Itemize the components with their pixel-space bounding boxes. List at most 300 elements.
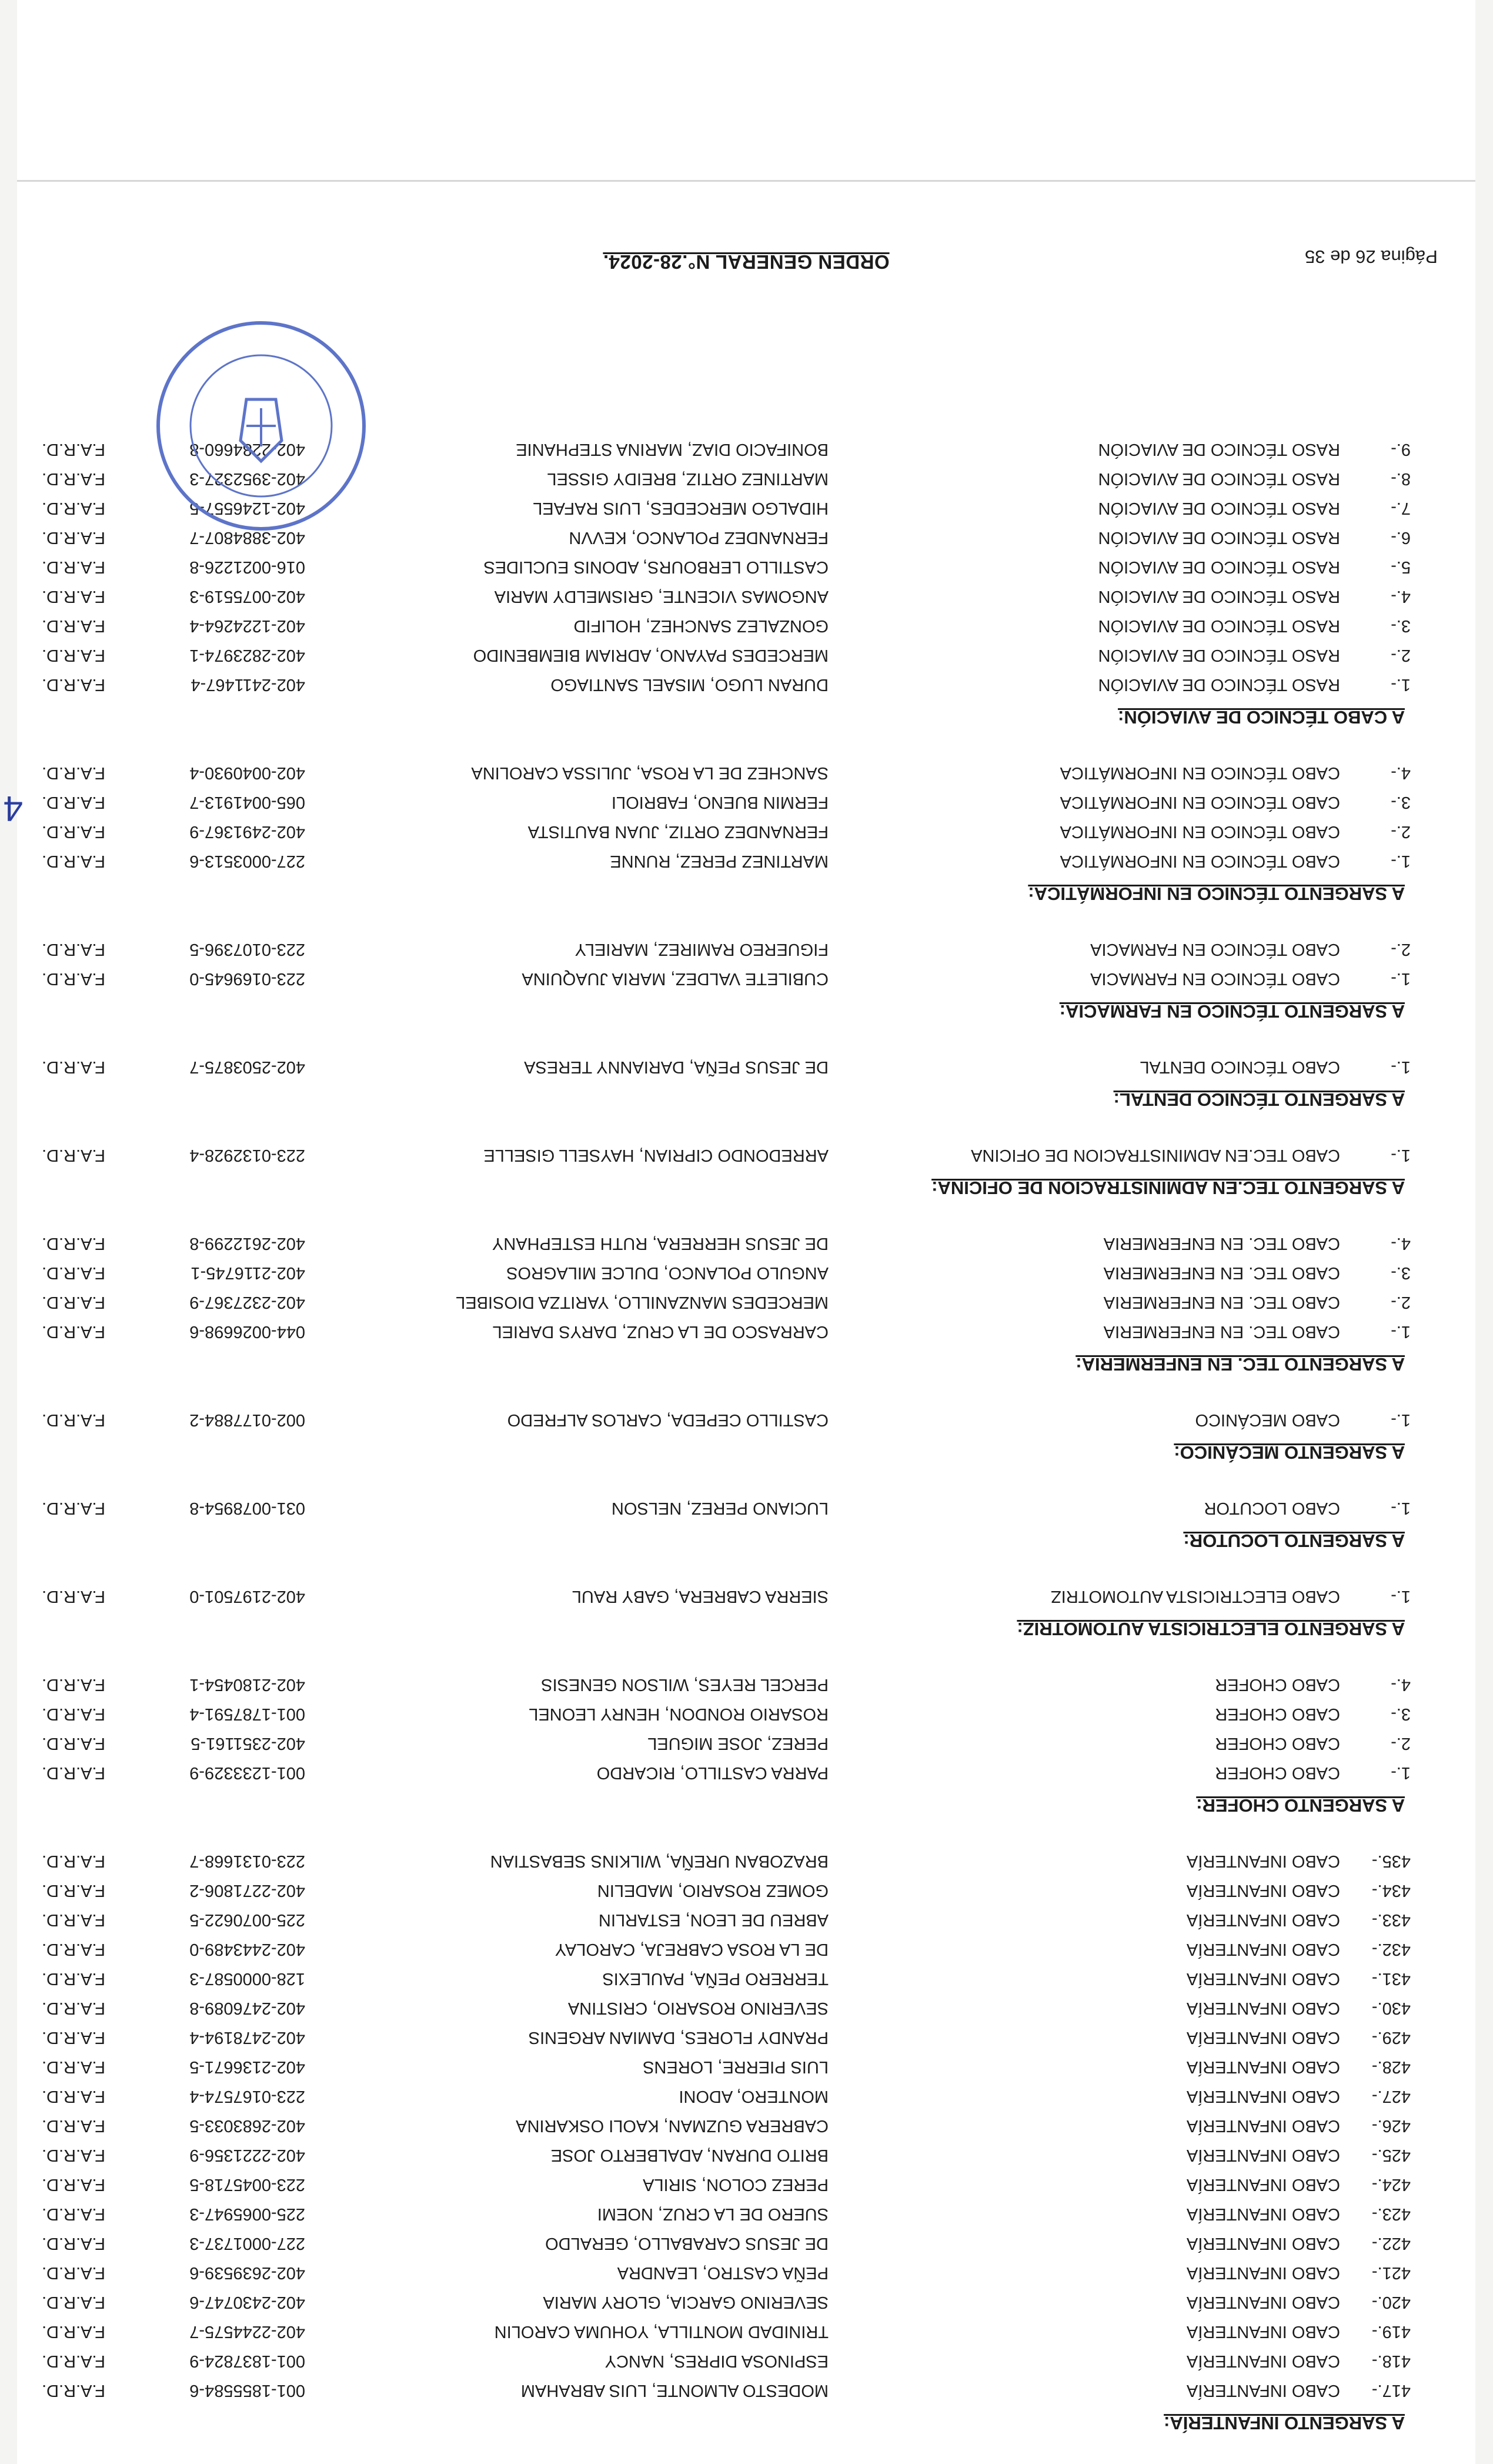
row-number: 1.-	[1391, 969, 1411, 988]
organization: F.A.R.D.	[42, 558, 105, 576]
row-number: 428.-	[1371, 2058, 1411, 2076]
section-heading: A SARGENTO TÉCNICO EN FARMACIA:	[1059, 1001, 1405, 1022]
section-heading: A SARGENTO CHOFER:	[1196, 1795, 1405, 1816]
section-gap	[17, 1646, 1475, 1670]
id-number: 402-2116745-1	[191, 1263, 305, 1282]
id-number: 227-0003513-6	[189, 852, 305, 871]
current-rank: CABO TÉCNICO EN INFORMÁTICA	[1060, 763, 1340, 782]
row-number: 2.-	[1391, 940, 1411, 959]
organization: F.A.R.D.	[42, 2263, 105, 2282]
person-name: DE LA ROSA CABREJA, CAROLAY	[555, 1940, 829, 1959]
current-rank: CABO INFANTERÍA	[1186, 2263, 1340, 2282]
row-number: 1.-	[1391, 852, 1411, 871]
section-heading: A CABO TÉCNICO DE AVIACIÓN:	[1118, 707, 1405, 728]
person-name: PEREZ, JOSE MIGUEL	[647, 1734, 829, 1753]
row-number: 1.-	[1391, 1411, 1411, 1429]
row-number: 418.-	[1371, 2352, 1411, 2370]
id-number: 001-1837824-9	[189, 2352, 305, 2370]
id-number: 402-2683033-5	[189, 2116, 305, 2135]
section-gap	[17, 1382, 1475, 1405]
promotion-row	[17, 1699, 1475, 1729]
row-number: 2.-	[1391, 822, 1411, 841]
person-name: HIDALGO MERCEDES, LUIS RAFAEL	[533, 499, 829, 518]
person-name: BRAZOBAN UREÑA, WILKINS SEBASTIAN	[490, 1852, 829, 1870]
organization: F.A.R.D.	[42, 2352, 105, 2370]
organization: F.A.R.D.	[42, 1411, 105, 1429]
id-number: 402-0075519-3	[189, 587, 305, 606]
id-number: 402-2327367-9	[189, 1293, 305, 1312]
person-name: MARTINEZ PEREZ, RUNNE	[610, 852, 829, 871]
organization: F.A.R.D.	[42, 675, 105, 694]
organization: F.A.R.D.	[42, 646, 105, 665]
promotion-row	[17, 670, 1475, 699]
promotion-row	[17, 788, 1475, 817]
current-rank: CABO INFANTERÍA	[1186, 1969, 1340, 1988]
current-rank: RASO TÉCNICO DE AVIACIÓN	[1098, 528, 1340, 547]
promotion-row	[17, 1229, 1475, 1258]
section-gap	[17, 1823, 1475, 1846]
organization: F.A.R.D.	[42, 469, 105, 488]
current-rank: CABO INFANTERÍA	[1186, 1999, 1340, 2018]
promotion-row	[17, 2052, 1475, 2082]
person-name: TERRERO PEÑA, PAULEXIS	[602, 1969, 829, 1988]
official-stamp-icon	[152, 317, 370, 535]
section-gap	[17, 1029, 1475, 1052]
organization: F.A.R.D.	[42, 1499, 105, 1518]
id-number: 402-2244575-7	[189, 2322, 305, 2341]
promotion-row	[17, 2346, 1475, 2376]
organization: F.A.R.D.	[42, 1999, 105, 2018]
person-name: MARTINEZ ORTIZ, BREIDY GISSEL	[547, 469, 829, 488]
promotion-row	[17, 1405, 1475, 1435]
id-number: 402-2430747-6	[189, 2293, 305, 2312]
organization: F.A.R.D.	[42, 1322, 105, 1341]
id-number: 402-2271806-2	[189, 1881, 305, 1900]
promotion-row	[17, 758, 1475, 788]
id-number: 225-0065947-3	[189, 2205, 305, 2223]
current-rank: CABO TEC. EN ENFERMERIA	[1103, 1234, 1340, 1253]
id-number: 402-2443489-0	[189, 1940, 305, 1959]
current-rank: CABO TÉCNICO EN INFORMÁTICA	[1060, 793, 1340, 812]
id-number: 223-0107396-5	[189, 940, 305, 959]
promotion-row	[17, 582, 1475, 611]
person-name: CARRASCO DE LA CRUZ, DARYS DARIEL	[492, 1322, 829, 1341]
current-rank: CABO LOCUTOR	[1204, 1499, 1340, 1518]
organization: F.A.R.D.	[42, 969, 105, 988]
row-number: 3.-	[1391, 793, 1411, 812]
document-sheet	[3, 0, 1475, 2464]
row-number: 7.-	[1391, 499, 1411, 518]
organization: F.A.R.D.	[42, 2116, 105, 2135]
organization: F.A.R.D.	[42, 1146, 105, 1165]
section-heading: A SARGENTO ELECTRICISTA AUTOMOTRIZ:	[1017, 1619, 1405, 1639]
person-name: PARRA CASTILLO, RICARDO	[596, 1763, 829, 1782]
current-rank: CABO TÉCNICO DENTAL	[1140, 1058, 1340, 1076]
person-name: ARREDONDO CIPRIAN, HAYSELL GISELLE	[483, 1146, 829, 1165]
promotion-row	[17, 1729, 1475, 1758]
promotion-row	[17, 2082, 1475, 2111]
section-heading: A SARGENTO MECÁNICO:	[1174, 1442, 1405, 1463]
promotion-row	[17, 1964, 1475, 1993]
organization: F.A.R.D.	[42, 1234, 105, 1253]
scan-divider-line	[17, 180, 1475, 182]
person-name: TRINIDAD MONTILLA, YOHUMA CAROLIN	[494, 2322, 829, 2341]
current-rank: RASO TÉCNICO DE AVIACIÓN	[1098, 469, 1340, 488]
page-number: Página 26 de 35	[1305, 246, 1438, 267]
section-heading: A SARGENTO LOCUTOR:	[1183, 1531, 1405, 1551]
current-rank: CABO INFANTERÍA	[1186, 2146, 1340, 2165]
promotion-row	[17, 611, 1475, 641]
id-number: 402-1246557-5	[189, 499, 305, 518]
current-rank: CABO TEC. EN ENFERMERIA	[1103, 1322, 1340, 1341]
organization: F.A.R.D.	[42, 2028, 105, 2047]
current-rank: CABO TÉCNICO EN FARMACIA	[1090, 940, 1340, 959]
id-number: 402-0040930-4	[189, 763, 305, 782]
organization: F.A.R.D.	[42, 763, 105, 782]
row-number: 430.-	[1371, 1999, 1411, 2018]
current-rank: CABO TEC. EN ENFERMERIA	[1103, 1263, 1340, 1282]
row-number: 5.-	[1391, 558, 1411, 576]
person-name: FERMIN BUENO, FABRIOLI	[612, 793, 829, 812]
id-number: 402-2476089-8	[189, 1999, 305, 2018]
person-name: LUIS PIERRE, LORENS	[643, 2058, 829, 2076]
promotion-row	[17, 2229, 1475, 2258]
person-name: DE JESUS PEÑA, DARIANNY TERESA	[524, 1058, 829, 1076]
person-name: CABRERA GUZMAN, KAOLI OSKARINA	[516, 2116, 829, 2135]
row-number: 9.-	[1391, 440, 1411, 459]
current-rank: CABO TEC.EN ADMINISTRACION DE OFICINA	[971, 1146, 1340, 1165]
promotion-row	[17, 2199, 1475, 2229]
person-name: BRITO DURAN, ADALBERTO JOSE	[550, 2146, 829, 2165]
id-number: 128-0000587-3	[189, 1969, 305, 1988]
promotion-row	[17, 1935, 1475, 1964]
row-number: 434.-	[1371, 1881, 1411, 1900]
row-number: 427.-	[1371, 2087, 1411, 2106]
promotion-row	[17, 2140, 1475, 2170]
current-rank: CABO CHOFER	[1215, 1705, 1340, 1723]
section-heading: A SARGENTO INFANTERÍA:	[1164, 2413, 1405, 2433]
organization: F.A.R.D.	[42, 2293, 105, 2312]
organization: F.A.R.D.	[42, 2058, 105, 2076]
id-number: 402-2503875-7	[189, 1058, 305, 1076]
id-number: 402-2478194-4	[189, 2028, 305, 2047]
organization: F.A.R.D.	[42, 1881, 105, 1900]
id-number: 002-0177884-2	[189, 1411, 305, 1429]
row-number: 3.-	[1391, 1263, 1411, 1282]
promotion-row	[17, 1846, 1475, 1876]
section-gap	[17, 1117, 1475, 1141]
current-rank: CABO CHOFER	[1215, 1675, 1340, 1694]
organization: F.A.R.D.	[42, 1705, 105, 1723]
id-number: 044-0026698-6	[189, 1322, 305, 1341]
current-rank: CABO INFANTERÍA	[1186, 1852, 1340, 1870]
promotion-row	[17, 1317, 1475, 1346]
organization: F.A.R.D.	[42, 1852, 105, 1870]
person-name: ANGULO POLANCO, DULCE MILAGROS	[506, 1263, 829, 1282]
organization: F.A.R.D.	[42, 2322, 105, 2341]
organization: F.A.R.D.	[42, 499, 105, 518]
promotion-row	[17, 641, 1475, 670]
person-name: PEÑA CASTRO, LEANDRA	[617, 2263, 829, 2282]
current-rank: RASO TÉCNICO DE AVIACIÓN	[1098, 616, 1340, 635]
promotion-row	[17, 1052, 1475, 1082]
person-name: MERCEDES PAYANO, ADRIAM BIEMBENIDO	[473, 646, 829, 665]
row-number: 2.-	[1391, 646, 1411, 665]
person-name: FIGUEREO RAMIREZ, MARIELY	[575, 940, 829, 959]
organization: F.A.R.D.	[42, 2146, 105, 2165]
current-rank: CABO MECÁNICO	[1195, 1411, 1340, 1429]
id-number: 001-1855584-6	[189, 2381, 305, 2400]
person-name: ESPINOSA DIPRES, NANCY	[604, 2352, 829, 2370]
promotion-row	[17, 1993, 1475, 2023]
organization: F.A.R.D.	[42, 1263, 105, 1282]
promotion-row	[17, 2317, 1475, 2346]
current-rank: CABO TEC. EN ENFERMERIA	[1103, 1293, 1340, 1312]
promotion-row	[17, 1141, 1475, 1170]
organization: F.A.R.D.	[42, 2381, 105, 2400]
id-number: 402-2197501-0	[189, 1587, 305, 1606]
current-rank: CABO CHOFER	[1215, 1763, 1340, 1782]
section-heading: A SARGENTO TEC.EN ADMINISTRACION DE OFICINA:	[931, 1178, 1405, 1198]
organization: F.A.R.D.	[42, 1763, 105, 1782]
promotion-row	[17, 2288, 1475, 2317]
promotion-row	[17, 1876, 1475, 1905]
current-rank: CABO TÉCNICO EN FARMACIA	[1090, 969, 1340, 988]
organization: F.A.R.D.	[42, 2234, 105, 2253]
document-body	[17, 411, 1475, 2440]
person-name: LUCIANO PEREZ, NELSON	[611, 1499, 829, 1518]
person-name: SIERRA CABRERA, GABY RAUL	[572, 1587, 829, 1606]
current-rank: CABO INFANTERÍA	[1186, 2381, 1340, 2400]
organization: F.A.R.D.	[42, 587, 105, 606]
person-name: MODESTO ALMONTE, LUIS ABRAHAM	[520, 2381, 829, 2400]
row-number: 425.-	[1371, 2146, 1411, 2165]
promotion-row	[17, 2111, 1475, 2140]
current-rank: RASO TÉCNICO DE AVIACIÓN	[1098, 558, 1340, 576]
organization: F.A.R.D.	[42, 2087, 105, 2106]
person-name: GOMEZ ROSARIO, MADELIN	[597, 1881, 829, 1900]
row-number: 422.-	[1371, 2234, 1411, 2253]
person-name: CASTILLO LERBOURS, ADONIS EUCLIDES	[483, 558, 829, 576]
row-number: 3.-	[1391, 616, 1411, 635]
order-title: ORDEN GENERAL N°.28-2024.	[603, 251, 890, 273]
current-rank: CABO CHOFER	[1215, 1734, 1340, 1753]
promotion-row	[17, 1758, 1475, 1788]
person-name: PRANDY FLORES, DAMIAN ARGENIS	[528, 2028, 829, 2047]
section-heading: A SARGENTO TÉCNICO EN INFORMÁTICA:	[1028, 883, 1405, 904]
promotion-row	[17, 1670, 1475, 1699]
person-name: DURAN LUGO, MISAEL SANTIAGO	[550, 675, 829, 694]
organization: F.A.R.D.	[42, 940, 105, 959]
section-gap	[17, 911, 1475, 935]
organization: F.A.R.D.	[42, 822, 105, 841]
id-number: 402-2221356-9	[189, 2146, 305, 2165]
promotion-row	[17, 1493, 1475, 1523]
id-number: 223-0167574-4	[189, 2087, 305, 2106]
row-number: 2.-	[1391, 1293, 1411, 1312]
person-name: DE JESUS HERRERA, RUTH ESTEPHANY	[492, 1234, 829, 1253]
row-number: 435.-	[1371, 1852, 1411, 1870]
current-rank: CABO INFANTERÍA	[1186, 2293, 1340, 2312]
promotion-row	[17, 2258, 1475, 2288]
section-gap	[17, 1205, 1475, 1229]
row-number: 1.-	[1391, 675, 1411, 694]
current-rank: RASO TÉCNICO DE AVIACIÓN	[1098, 440, 1340, 459]
organization: F.A.R.D.	[42, 1587, 105, 1606]
current-rank: RASO TÉCNICO DE AVIACIÓN	[1098, 675, 1340, 694]
id-number: 402-2351161-5	[191, 1734, 305, 1753]
row-number: 429.-	[1371, 2028, 1411, 2047]
current-rank: CABO INFANTERÍA	[1186, 2058, 1340, 2076]
row-number: 1.-	[1391, 1322, 1411, 1341]
row-number: 421.-	[1371, 2263, 1411, 2282]
row-number: 431.-	[1371, 1969, 1411, 1988]
organization: F.A.R.D.	[42, 440, 105, 459]
section-gap	[17, 735, 1475, 758]
id-number: 402-2612299-8	[189, 1234, 305, 1253]
id-number: 402-2491367-9	[189, 822, 305, 841]
id-number: 402-2180454-1	[189, 1675, 305, 1694]
section-gap	[17, 1558, 1475, 1582]
current-rank: CABO INFANTERÍA	[1186, 2352, 1340, 2370]
person-name: BONIFACIO DIAZ, MARINA STEPHANIE	[516, 440, 829, 459]
id-number: 402-3952327-3	[189, 469, 305, 488]
row-number: 1.-	[1391, 1058, 1411, 1076]
organization: F.A.R.D.	[42, 616, 105, 635]
promotion-row	[17, 2170, 1475, 2199]
promotion-row	[17, 1582, 1475, 1611]
person-name: CUBILETE VALDEZ, MARIA JUAQUINA	[522, 969, 829, 988]
row-number: 419.-	[1371, 2322, 1411, 2341]
row-number: 4.-	[1391, 763, 1411, 782]
row-number: 432.-	[1371, 1940, 1411, 1959]
person-name: MONTERO, ADONI	[679, 2087, 829, 2106]
id-number: 402-3884807-7	[189, 528, 305, 547]
organization: F.A.R.D.	[42, 852, 105, 871]
organization: F.A.R.D.	[42, 1675, 105, 1694]
promotion-row	[17, 1288, 1475, 1317]
person-name: SEVERINO ROSARIO, CRISTINA	[567, 1999, 829, 2018]
organization: F.A.R.D.	[42, 1910, 105, 1929]
row-number: 8.-	[1391, 469, 1411, 488]
organization: F.A.R.D.	[42, 1969, 105, 1988]
section-heading: A SARGENTO TÉCNICO DENTAL:	[1113, 1089, 1405, 1110]
row-number: 6.-	[1391, 528, 1411, 547]
id-number: 402-2639539-6	[189, 2263, 305, 2282]
organization: F.A.R.D.	[42, 1293, 105, 1312]
person-name: ROSARIO RONDON, HENRY LEONEL	[529, 1705, 829, 1723]
organization: F.A.R.D.	[42, 1734, 105, 1753]
organization: F.A.R.D.	[42, 528, 105, 547]
current-rank: CABO INFANTERÍA	[1186, 2205, 1340, 2223]
promotion-row	[17, 1905, 1475, 1935]
row-number: 4.-	[1391, 1234, 1411, 1253]
row-number: 433.-	[1371, 1910, 1411, 1929]
promotion-row	[17, 935, 1475, 964]
id-number: 223-0132928-4	[189, 1146, 305, 1165]
promotion-row	[17, 552, 1475, 582]
row-number: 426.-	[1371, 2116, 1411, 2135]
organization: F.A.R.D.	[42, 1058, 105, 1076]
id-number: 402-2136671-5	[189, 2058, 305, 2076]
id-number: 402-2284660-8	[189, 440, 305, 459]
row-number: 3.-	[1391, 1705, 1411, 1723]
row-number: 4.-	[1391, 587, 1411, 606]
row-number: 424.-	[1371, 2175, 1411, 2194]
current-rank: CABO INFANTERÍA	[1186, 2322, 1340, 2341]
organization: F.A.R.D.	[42, 2175, 105, 2194]
person-name: ABREU DE LEON, ESTARLIN	[598, 1910, 829, 1929]
organization: F.A.R.D.	[42, 1940, 105, 1959]
promotion-row	[17, 2376, 1475, 2405]
id-number: 001-1233329-9	[189, 1763, 305, 1782]
person-name: PEREZ COLON, SIRILA	[643, 2175, 829, 2194]
handwritten-mark: 4	[3, 789, 23, 828]
current-rank: RASO TÉCNICO DE AVIACIÓN	[1098, 499, 1340, 518]
organization: F.A.R.D.	[42, 2205, 105, 2223]
person-name: SANCHEZ DE LA ROSA, JULISSA CAROLINA	[471, 763, 829, 782]
id-number: 223-0169645-0	[189, 969, 305, 988]
id-number: 016-0021226-8	[189, 558, 305, 576]
id-number: 227-0001737-3	[189, 2234, 305, 2253]
section-heading: A SARGENTO TEC. EN ENFERMERIA:	[1076, 1354, 1405, 1375]
id-number: 225-0070622-5	[189, 1910, 305, 1929]
row-number: 417.-	[1371, 2381, 1411, 2400]
id-number: 402-1224264-4	[189, 616, 305, 635]
current-rank: CABO TÉCNICO EN INFORMÁTICA	[1060, 852, 1340, 871]
current-rank: CABO INFANTERÍA	[1186, 2234, 1340, 2253]
id-number: 001-1787591-4	[189, 1705, 305, 1723]
current-rank: CABO INFANTERÍA	[1186, 2028, 1340, 2047]
row-number: 1.-	[1391, 1587, 1411, 1606]
person-name: SUERO DE LA CRUZ, NOEMI	[597, 2205, 829, 2223]
row-number: 423.-	[1371, 2205, 1411, 2223]
row-number: 1.-	[1391, 1763, 1411, 1782]
current-rank: CABO INFANTERÍA	[1186, 2116, 1340, 2135]
id-number: 223-0045718-5	[189, 2175, 305, 2194]
current-rank: RASO TÉCNICO DE AVIACIÓN	[1098, 587, 1340, 606]
id-number: 402-2823974-1	[189, 646, 305, 665]
organization: F.A.R.D.	[42, 793, 105, 812]
row-number: 2.-	[1391, 1734, 1411, 1753]
person-name: SEVERINO GARCIA, GLORY MARIA	[543, 2293, 829, 2312]
row-number: 1.-	[1391, 1146, 1411, 1165]
row-number: 4.-	[1391, 1675, 1411, 1694]
row-number: 420.-	[1371, 2293, 1411, 2312]
row-number: 1.-	[1391, 1499, 1411, 1518]
current-rank: CABO INFANTERÍA	[1186, 1940, 1340, 1959]
person-name: ANGOMAS VICENTE, GRISMELDY MARIA	[494, 587, 829, 606]
id-number: 223-0131668-7	[189, 1852, 305, 1870]
promotion-row	[17, 2023, 1475, 2052]
current-rank: CABO INFANTERÍA	[1186, 1881, 1340, 1900]
person-name: DE JESUS CARABALLO, GERALDO	[545, 2234, 829, 2253]
current-rank: CABO ELECTRICISTA AUTOMOTRIZ	[1051, 1587, 1340, 1606]
promotion-row	[17, 964, 1475, 993]
promotion-row	[17, 1258, 1475, 1288]
promotion-row	[17, 846, 1475, 876]
promotion-row	[17, 817, 1475, 846]
current-rank: CABO TÉCNICO EN INFORMÁTICA	[1060, 822, 1340, 841]
section-gap	[17, 1470, 1475, 1493]
person-name: PERCEL REYES, WILSON GENESIS	[541, 1675, 829, 1694]
current-rank: CABO INFANTERÍA	[1186, 2175, 1340, 2194]
id-number: 031-0078954-8	[189, 1499, 305, 1518]
person-name: GONZALEZ SANCHEZ, HOLIFID	[573, 616, 829, 635]
person-name: MERCEDES MANZANILLO, YARITZA DIOSIBEL	[456, 1293, 829, 1312]
person-name: CASTILLO CEPEDA, CARLOS ALFREDO	[507, 1411, 829, 1429]
person-name: FERNANDEZ POLANCO, KEVVN	[569, 528, 829, 547]
